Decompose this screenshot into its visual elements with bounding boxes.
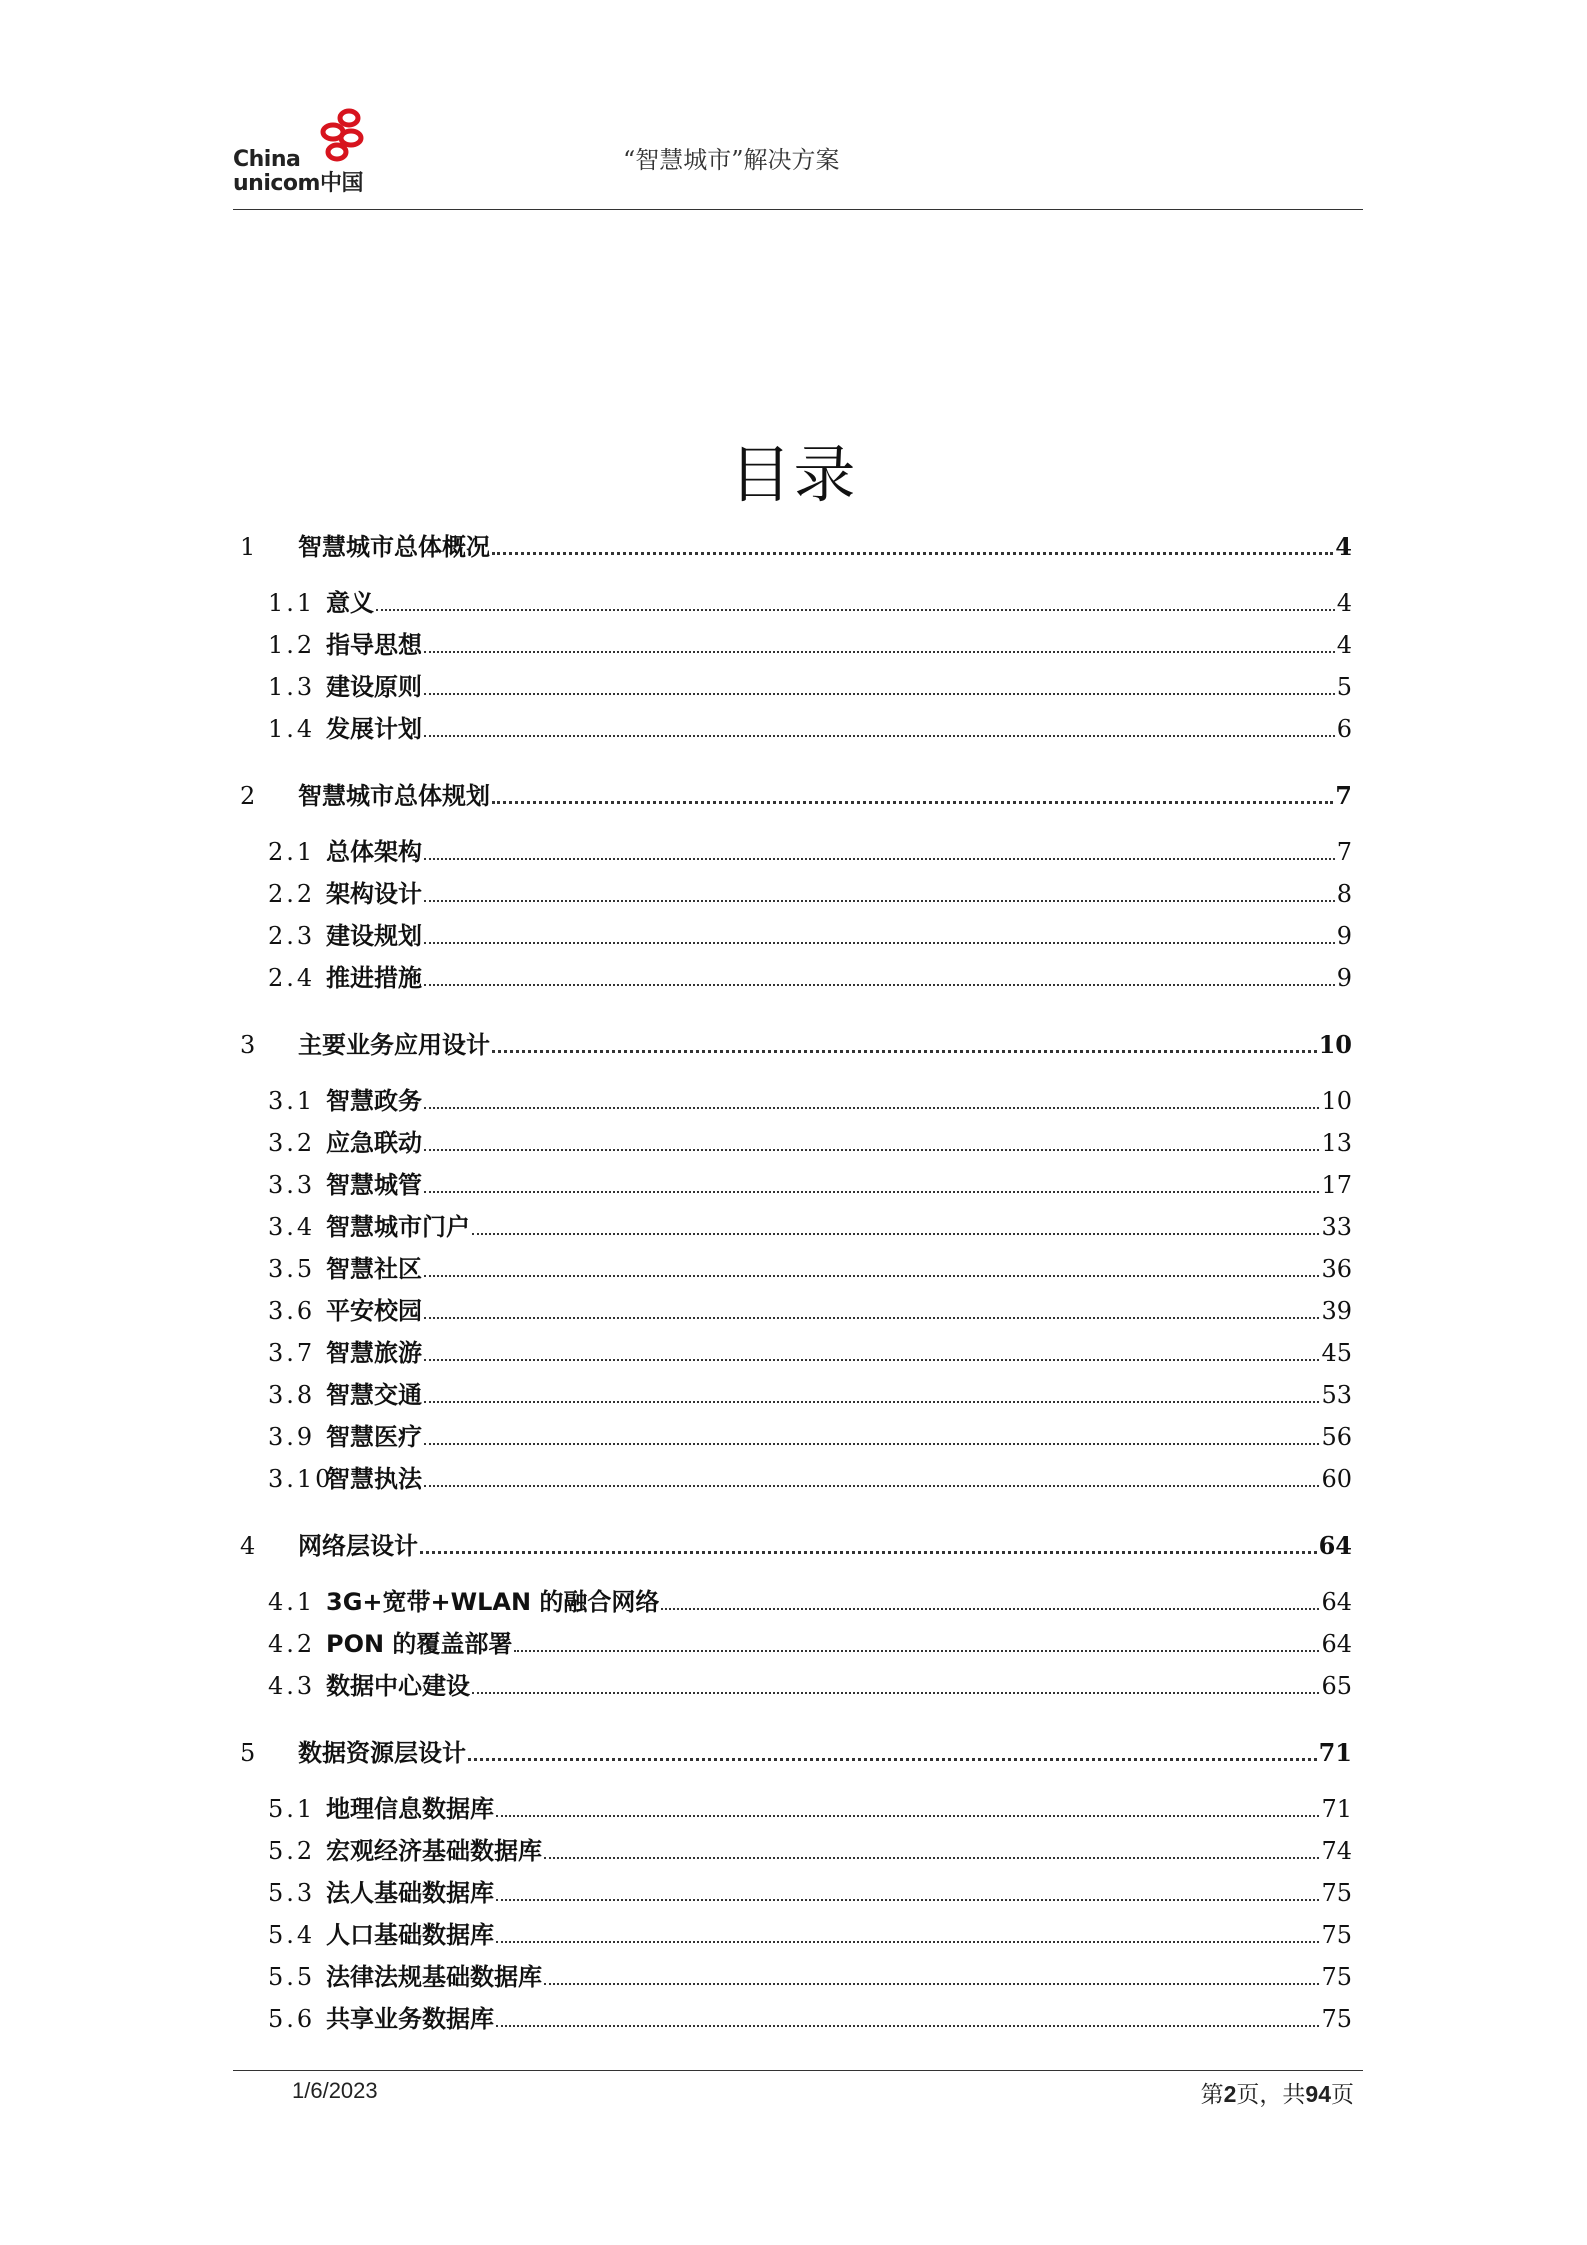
toc-entry-page: 64 [1318,1531,1352,1560]
toc-entry[interactable] [240,1669,1352,1703]
toc-entry-label: 数据资源层设计 [298,1739,466,1767]
toc-dot-leader [424,1358,1319,1361]
toc-dot-leader [496,2024,1319,2027]
toc-entry-label: 建设原则 [326,673,422,701]
toc-dot-leader [424,1274,1319,1277]
toc-entry-page: 75 [1321,1921,1352,1949]
footer-page-current: 2 [1223,2081,1237,2107]
toc-entry-label: 意义 [326,589,374,617]
toc-entry[interactable] [240,919,1352,953]
header-divider [233,209,1363,210]
toc-entry[interactable] [240,1834,1352,1868]
toc-entry[interactable] [240,530,1352,564]
toc-dot-leader [420,1550,1317,1554]
toc-entry-page: 9 [1336,964,1352,992]
toc-dot-leader [424,1400,1319,1403]
toc-entry-number: 5.4 [268,1921,316,1949]
toc-dot-leader [424,1442,1319,1445]
toc-entry-page: 75 [1321,1963,1352,1991]
toc-title: 目录 [729,438,858,511]
toc-entry-page: 7 [1335,781,1352,810]
toc-dot-leader [514,1649,1319,1652]
toc-dot-leader [472,1232,1319,1235]
toc-entry-number: 3 [240,1031,259,1059]
toc-entry[interactable] [240,628,1352,662]
toc-entry-number: 3.9 [268,1423,316,1451]
toc-entry-page: 9 [1336,922,1352,950]
toc-entry-page: 7 [1336,838,1352,866]
toc-dot-leader [544,1856,1319,1859]
toc-entry-number: 2 [240,782,259,810]
toc-entry-page: 64 [1321,1588,1352,1616]
toc-entry[interactable] [240,1529,1352,1563]
toc-entry-label: 智慧城管 [326,1171,422,1199]
toc-entry[interactable] [240,961,1352,995]
toc-entry-label: 智慧执法 [326,1465,422,1493]
toc-entry[interactable] [240,1736,1352,1770]
toc-entry-number: 5.1 [268,1795,316,1823]
toc-entry-page: 33 [1321,1213,1352,1241]
toc-dot-leader [424,1106,1319,1109]
toc-dot-leader [492,800,1333,804]
toc-dot-leader [661,1607,1319,1610]
toc-entry-number: 2.2 [268,880,316,908]
toc-entry[interactable] [240,586,1352,620]
toc-entry-page: 71 [1321,1795,1352,1823]
logo-text-line2: unicom中国 [233,171,363,196]
toc-dot-leader [424,734,1335,737]
toc-entry-page: 74 [1321,1837,1352,1865]
toc-entry-page: 17 [1321,1171,1352,1199]
toc-entry-label: 平安校园 [326,1297,422,1325]
toc-dot-leader [496,1898,1319,1901]
toc-entry-number: 5.3 [268,1879,316,1907]
toc-entry[interactable] [240,1420,1352,1454]
toc-entry[interactable] [240,1252,1352,1286]
toc-entry[interactable] [240,1627,1352,1661]
toc-dot-leader [496,1940,1319,1943]
toc-entry-label: 宏观经济基础数据库 [326,1837,542,1865]
toc-entry-number: 2.1 [268,838,316,866]
toc-entry-label: 指导思想 [326,631,422,659]
toc-entry-number: 5.6 [268,2005,316,2033]
toc-dot-leader [424,1190,1319,1193]
toc-entry-number: 1.2 [268,631,316,659]
toc-dot-leader [424,899,1335,902]
toc-dot-leader [472,1691,1319,1694]
toc-entry[interactable] [240,670,1352,704]
toc-entry[interactable] [240,1585,1352,1619]
toc-dot-leader [492,551,1333,555]
toc-entry-number: 3.1 [268,1087,316,1115]
toc-entry-label: 建设规划 [326,922,422,950]
toc-entry-page: 4 [1335,532,1352,561]
toc-entry-label: 智慧城市总体规划 [298,782,490,810]
toc-entry-label: 共享业务数据库 [326,2005,494,2033]
toc-entry-page: 6 [1336,715,1352,743]
toc-entry-number: 3.8 [268,1381,316,1409]
toc-entry-number: 3.4 [268,1213,316,1241]
document-header-title: “智慧城市”解决方案 [623,146,840,174]
footer-page-middle: 页，共 [1236,2082,1306,2108]
toc-entry[interactable] [240,1084,1352,1118]
toc-entry-number: 5.5 [268,1963,316,1991]
toc-entry-page: 65 [1321,1672,1352,1700]
toc-entry-label: 架构设计 [326,880,422,908]
toc-entry-number: 2.4 [268,964,316,992]
toc-dot-leader [496,1814,1319,1817]
toc-entry-label: 网络层设计 [298,1532,418,1560]
toc-entry-label: 地理信息数据库 [326,1795,494,1823]
toc-entry-page: 75 [1321,1879,1352,1907]
toc-entry-label: 智慧旅游 [326,1339,422,1367]
toc-entry[interactable] [240,1126,1352,1160]
toc-dot-leader [424,857,1335,860]
toc-entry-number: 3.2 [268,1129,316,1157]
toc-entry[interactable] [240,1960,1352,1994]
toc-entry-number: 3.3 [268,1171,316,1199]
toc-entry-label: 应急联动 [326,1129,422,1157]
toc-entry-page: 64 [1321,1630,1352,1658]
toc-entry-label: 推进措施 [326,964,422,992]
toc-entry-label: 智慧医疗 [326,1423,422,1451]
toc-dot-leader [492,1049,1317,1053]
footer-page-prefix: 第 [1200,2082,1224,2108]
china-unicom-logo [233,100,373,196]
toc-entry-page: 4 [1336,589,1352,617]
toc-entry[interactable] [240,779,1352,813]
toc-entry[interactable] [240,835,1352,869]
toc-entry-label: 数据中心建设 [326,1672,470,1700]
toc-dot-leader [544,1982,1319,1985]
toc-entry-number: 4 [240,1532,259,1560]
toc-entry-label: 3G+宽带+WLAN 的融合网络 [326,1588,660,1616]
footer-date: 1/6/2023 [292,2078,378,2103]
toc-entry-page: 53 [1321,1381,1352,1409]
toc-entry-label: 智慧交通 [326,1381,422,1409]
toc-dot-leader [424,941,1335,944]
toc-entry[interactable] [240,1918,1352,1952]
toc-dot-leader [424,1484,1319,1487]
toc-entry-label: 法人基础数据库 [326,1879,494,1907]
toc-entry[interactable] [240,1378,1352,1412]
toc-entry-page: 56 [1321,1423,1352,1451]
footer-page-total: 94 [1305,2081,1331,2107]
unicom-knot-icon [313,106,369,166]
toc-entry-page: 8 [1336,880,1352,908]
toc-entry[interactable] [240,1462,1352,1496]
toc-entry-number: 3.6 [268,1297,316,1325]
toc-entry[interactable] [240,2002,1352,2036]
toc-entry[interactable] [240,1294,1352,1328]
toc-entry-number: 3.5 [268,1255,316,1283]
toc-entry-number: 1.1 [268,589,316,617]
footer-page-suffix: 页 [1331,2082,1354,2108]
toc-entry-page: 60 [1321,1465,1352,1493]
toc-entry-number: 1.3 [268,673,316,701]
toc-entry-number: 5 [240,1739,259,1767]
toc-entry[interactable] [240,712,1352,746]
page-header [233,100,1363,210]
toc-dot-leader [424,1316,1319,1319]
toc-entry-label: 主要业务应用设计 [298,1031,490,1059]
toc-entry-page: 5 [1336,673,1352,701]
toc-entry-label: 智慧社区 [326,1255,422,1283]
toc-entry-page: 13 [1321,1129,1352,1157]
toc-entry-page: 10 [1321,1087,1352,1115]
toc-entry-number: 1.4 [268,715,316,743]
toc-entry-label: 智慧城市总体概况 [298,533,490,561]
toc-dot-leader [376,608,1335,611]
toc-entry[interactable] [240,877,1352,911]
toc-entry-number: 2.3 [268,922,316,950]
toc-entry-number: 5.2 [268,1837,316,1865]
toc-dot-leader [468,1757,1317,1761]
toc-entry-label: 人口基础数据库 [326,1921,494,1949]
toc-entry[interactable] [240,1168,1352,1202]
toc-entry-label: 法律法规基础数据库 [326,1963,542,1991]
toc-entry-label: PON 的覆盖部署 [326,1630,513,1658]
toc-entry-page: 4 [1336,631,1352,659]
toc-entry-page: 10 [1318,1030,1352,1059]
toc-dot-leader [424,692,1335,695]
toc-dot-leader [424,983,1335,986]
toc-entry-number: 3.10 [268,1465,334,1493]
toc-entry-number: 4.3 [268,1672,316,1700]
toc-entry-page: 75 [1321,2005,1352,2033]
footer-divider [233,2070,1363,2071]
footer-page-number [1201,2076,1354,2109]
toc-entry-page: 45 [1321,1339,1352,1367]
toc-entry-page: 39 [1321,1297,1352,1325]
toc-entry[interactable] [240,1792,1352,1826]
toc-entry-label: 智慧政务 [326,1087,422,1115]
toc-dot-leader [424,650,1335,653]
toc-dot-leader [424,1148,1319,1151]
toc-entry-number: 4.1 [268,1588,316,1616]
toc-entry-number: 3.7 [268,1339,316,1367]
toc-entry-label: 总体架构 [326,838,422,866]
toc-entry-page: 36 [1321,1255,1352,1283]
toc-entry-page: 71 [1318,1738,1352,1767]
toc-entry[interactable] [240,1876,1352,1910]
logo-text-line1: China [233,147,301,172]
toc-entry-number: 4.2 [268,1630,316,1658]
toc-entry[interactable] [240,1210,1352,1244]
toc-entry[interactable] [240,1028,1352,1062]
toc-entry-label: 智慧城市门户 [326,1213,470,1241]
toc-entry-label: 发展计划 [326,715,422,743]
toc-entry-number: 1 [240,533,259,561]
toc-entry[interactable] [240,1336,1352,1370]
